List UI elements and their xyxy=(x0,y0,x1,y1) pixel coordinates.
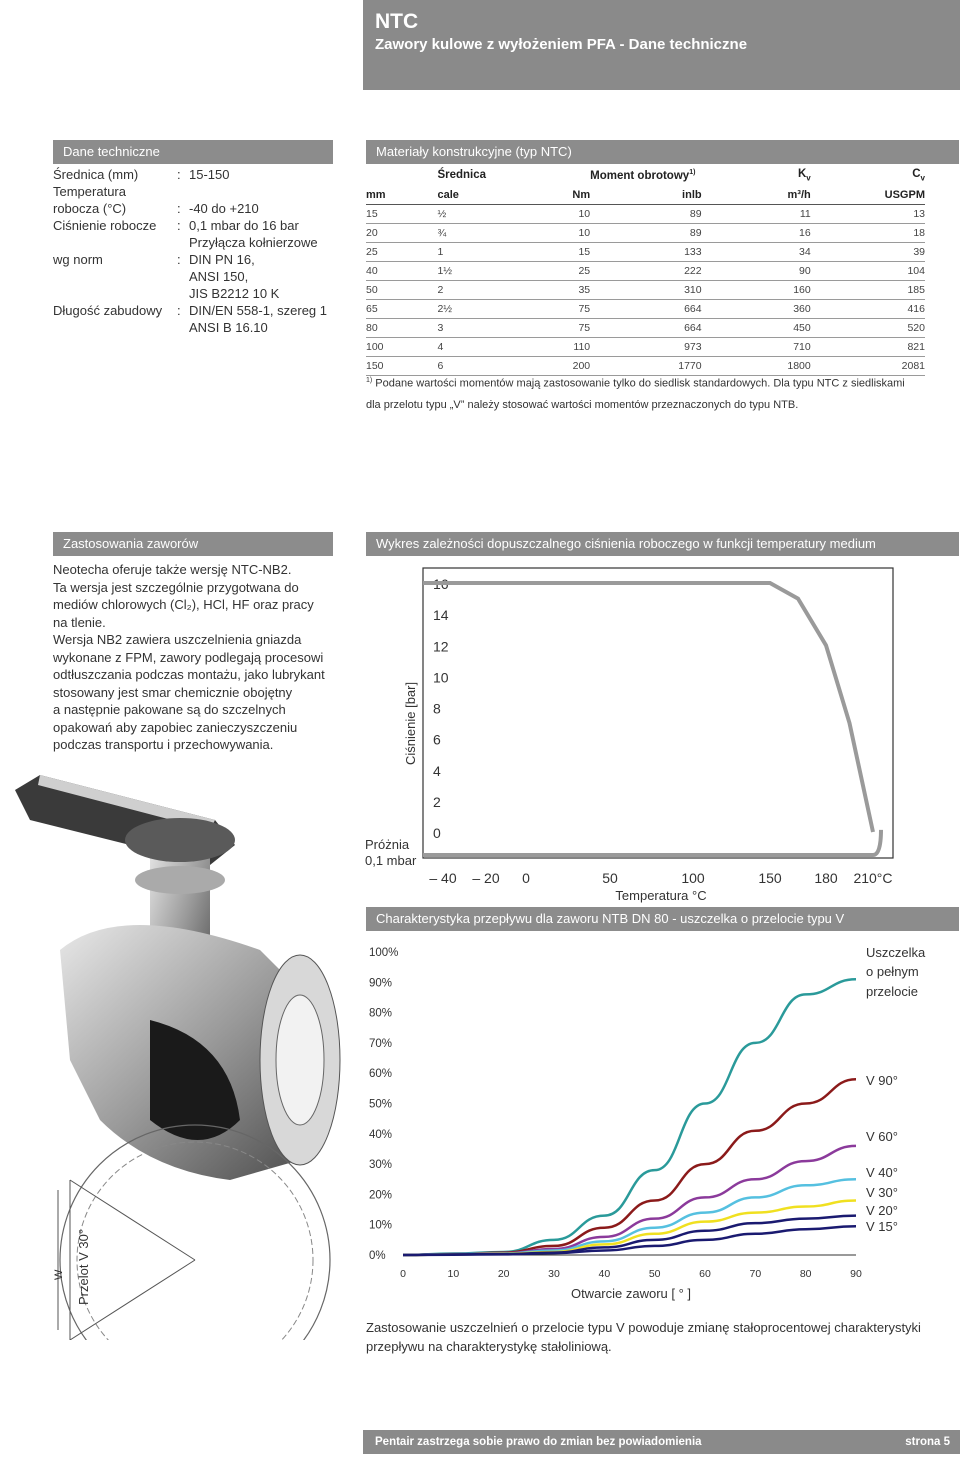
flow-note: Zastosowanie uszczelnień o przelocie typu V powoduje zmianę stałoprocentowej charakterystyki przepływu na charakterystykę stałoliniową. xyxy=(366,1320,921,1354)
pressure-y-tick: 16 xyxy=(433,576,449,592)
table-cell: 133 xyxy=(590,243,701,262)
unit-header-row xyxy=(366,186,925,205)
flow-y-tick: 90% xyxy=(369,977,393,990)
pressure-x-tick: 180 xyxy=(814,870,838,886)
table-cell: 1770 xyxy=(590,357,701,376)
unit-header: mm xyxy=(366,186,437,205)
applications-line: wykonane z FPM, zawory podlegają procesowi xyxy=(53,649,324,665)
table-cell: ¾ xyxy=(437,224,486,243)
flow-y-tick: 100% xyxy=(369,947,399,959)
table-cell: 35 xyxy=(486,281,590,300)
applications-line: Ta wersja jest szczególnie przygotwana do xyxy=(53,579,299,595)
flow-y-tick: 30% xyxy=(369,1159,393,1172)
table-row xyxy=(366,243,925,262)
flow-x-tick: 10 xyxy=(447,1268,460,1280)
table-cell: 39 xyxy=(811,243,925,262)
pressure-y-label: Ciśnienie [bar] xyxy=(403,681,418,765)
applications-line: Neotecha oferuje także wersję NTC-NB2. xyxy=(53,562,292,577)
tech-colon: : xyxy=(177,303,181,318)
table-cell: 1 xyxy=(437,243,486,262)
flow-x-tick: 20 xyxy=(497,1268,510,1280)
unit-header: USGPM xyxy=(811,186,925,205)
table-row xyxy=(366,338,925,357)
table-cell: 2081 xyxy=(811,357,925,376)
flow-y-tick: 40% xyxy=(369,1128,393,1141)
table-cell: 90 xyxy=(702,262,811,281)
table-cell: 360 xyxy=(702,300,811,319)
pressure-x-tick: – 20 xyxy=(472,870,500,886)
page-title: NTC xyxy=(375,10,419,33)
pressure-x-tick: 100 xyxy=(681,870,705,886)
pressure-x-label: Temperatura °C xyxy=(615,888,707,903)
table-row xyxy=(366,224,925,243)
flow-legend-label: V 15° xyxy=(866,1219,898,1234)
table-cell: 11 xyxy=(702,205,811,224)
tech-colon: : xyxy=(177,201,181,216)
table-cell: 34 xyxy=(702,243,811,262)
applications-line: Wersja NB2 zawiera uszczelnienia gniazda xyxy=(53,632,302,647)
applications-heading: Zastosowania zaworów xyxy=(53,532,333,556)
flow-legend-label: V 20° xyxy=(866,1203,898,1218)
pressure-chart-heading: Wykres zależności dopuszczalnego ciśnienia roboczego w funkcji temperatury medium xyxy=(366,532,959,556)
materials-heading: Materiały konstrukcyjne (typ NTC) xyxy=(366,140,959,164)
flow-chart-heading: Charakterystyka przepływu dla zaworu NTB DN 80 - uszczelka o przelocie typu V xyxy=(366,907,959,931)
pressure-plot-frame xyxy=(423,568,893,858)
table-cell: 10 xyxy=(486,224,590,243)
unit-header: inlb xyxy=(590,186,701,205)
page-header xyxy=(363,0,960,90)
flow-legend-label: Uszczelka xyxy=(866,945,926,960)
unit-header: cale xyxy=(437,186,486,205)
tech-colon: : xyxy=(177,167,181,182)
flow-legend-label: przelocie xyxy=(866,984,919,999)
flow-x-tick: 60 xyxy=(699,1268,711,1280)
flow-series-line xyxy=(403,1226,856,1255)
tech-colon: : xyxy=(177,218,181,233)
unit-header: Nm xyxy=(486,186,590,205)
tech-label: Średnica (mm) xyxy=(53,167,139,182)
table-cell: 222 xyxy=(590,262,701,281)
table-row xyxy=(366,319,925,338)
table-cell: 416 xyxy=(811,300,925,319)
page-footer xyxy=(363,1430,960,1454)
table-row xyxy=(366,205,925,224)
flow-y-tick: 10% xyxy=(369,1219,393,1232)
materials-table-wrap xyxy=(366,164,925,376)
table-cell: 973 xyxy=(590,338,701,357)
table-cell: 2½ xyxy=(437,300,486,319)
table-row xyxy=(366,281,925,300)
pressure-y-tick: 6 xyxy=(433,731,441,748)
applications-line: na tlenie. xyxy=(53,614,106,630)
tech-value: DIN/EN 558-1, szereg 1 xyxy=(189,303,328,318)
pressure-y-tick: 12 xyxy=(433,638,449,655)
table-cell: 89 xyxy=(590,205,701,224)
table-cell: 110 xyxy=(486,338,590,357)
pressure-x-tick: 210°C xyxy=(853,870,893,886)
table-cell: 710 xyxy=(702,338,811,357)
tech-label: Ciśnienie robocze xyxy=(53,218,157,233)
pressure-x-tick: 50 xyxy=(602,870,618,886)
flow-y-tick: 60% xyxy=(369,1068,393,1081)
flow-y-tick: 0% xyxy=(369,1250,386,1262)
table-cell: 6 xyxy=(437,357,486,376)
tech-label: Temperatura xyxy=(53,184,126,199)
pressure-y-tick: 10 xyxy=(433,669,449,686)
applications-line: mediów chlorowych (Cl₂), HCl, HF oraz pracy xyxy=(53,597,314,612)
pressure-y-tick: 4 xyxy=(433,762,441,779)
vacuum-label-1: Próżnia xyxy=(365,837,410,852)
flow-legend-label: V 60° xyxy=(866,1129,898,1144)
applications-text xyxy=(53,561,353,754)
table-cell: 80 xyxy=(366,319,437,338)
flow-chart xyxy=(363,935,960,1310)
table-cell: 75 xyxy=(486,300,590,319)
table-cell: 104 xyxy=(811,262,925,281)
table-cell: 10 xyxy=(486,205,590,224)
tech-value: ANSI B 16.10 xyxy=(189,320,268,335)
flow-x-tick: 80 xyxy=(799,1268,812,1280)
table-cell: 310 xyxy=(590,281,701,300)
table-cell: 75 xyxy=(486,319,590,338)
tech-label: robocza (°C) xyxy=(53,201,127,216)
table-cell: 4 xyxy=(437,338,486,357)
pressure-x-tick: 150 xyxy=(758,870,782,886)
table-cell: 89 xyxy=(590,224,701,243)
tech-value: Przyłącza kołnierzowe xyxy=(189,235,318,250)
table-cell: 200 xyxy=(486,357,590,376)
pressure-y-tick: 0 xyxy=(433,825,441,841)
vacuum-limit-line xyxy=(423,830,881,855)
materials-table xyxy=(366,164,925,376)
header-kv: $K_v$ xyxy=(797,167,811,183)
applications-line: odtłuszczania podczas montażu, jako lubrykant xyxy=(53,667,325,682)
flow-y-tick: 20% xyxy=(369,1189,393,1202)
w-label: W xyxy=(53,1269,65,1280)
pressure-y-tick: 14 xyxy=(433,607,449,624)
table-cell: 821 xyxy=(811,338,925,357)
pressure-x-tick: 0 xyxy=(522,870,530,886)
table-cell: 18 xyxy=(811,224,925,243)
tech-value: DIN PN 16, xyxy=(189,252,255,267)
table-row xyxy=(366,262,925,281)
table-cell: 13 xyxy=(811,205,925,224)
pressure-y-tick: 2 xyxy=(433,793,441,810)
pressure-y-tick: 8 xyxy=(433,700,441,717)
table-cell: 15 xyxy=(366,205,437,224)
page-subtitle: Zawory kulowe z wyłożeniem PFA - Dane techniczne xyxy=(375,36,748,53)
header-torque: Moment obrotowy$^{1)}$ xyxy=(590,168,696,182)
pressure-limit-line xyxy=(423,583,873,832)
table-cell: 100 xyxy=(366,338,437,357)
pressure-x-tick: – 40 xyxy=(429,870,457,886)
table-cell: 664 xyxy=(590,319,701,338)
table-cell: 25 xyxy=(366,243,437,262)
table-cell: 160 xyxy=(702,281,811,300)
flow-legend-label: o pełnym xyxy=(866,964,919,979)
flow-x-tick: 30 xyxy=(548,1268,560,1280)
footer-disclaimer: Pentair zastrzega sobie prawo do zmian bez powiadomienia xyxy=(375,1436,702,1448)
tech-value: JIS B2212 10 K xyxy=(189,286,280,301)
flow-legend-label: V 90° xyxy=(866,1073,898,1088)
pressure-chart xyxy=(363,560,960,905)
table-cell: 2 xyxy=(437,281,486,300)
flow-x-tick: 40 xyxy=(598,1268,611,1280)
applications-line: a następnie pakowane są do szczelnych xyxy=(53,702,286,717)
applications-line: podczas transportu i przechowywania. xyxy=(53,737,274,752)
flow-x-tick: 90 xyxy=(850,1268,862,1280)
valve-illustration xyxy=(0,760,362,1340)
flow-y-tick: 50% xyxy=(369,1098,393,1111)
header-diameter: Średnica xyxy=(437,169,487,181)
vacuum-label-2: 0,1 mbar xyxy=(365,853,417,868)
table-row xyxy=(366,300,925,319)
table-cell: 40 xyxy=(366,262,437,281)
table-cell: 65 xyxy=(366,300,437,319)
flow-legend-label: V 40° xyxy=(866,1165,898,1180)
header-cv: $C_v$ xyxy=(912,167,925,183)
tech-data xyxy=(53,167,353,347)
tech-label: Długość zabudowy xyxy=(53,303,163,318)
table-cell: 520 xyxy=(811,319,925,338)
tech-value: ANSI 150, xyxy=(189,269,249,284)
table-cell: 3 xyxy=(437,319,486,338)
flow-legend-label: V 30° xyxy=(866,1185,898,1200)
applications-line: stosowany jest smar chemicznie obojętny xyxy=(53,684,293,700)
tech-value: 0,1 mbar do 16 bar xyxy=(189,218,299,233)
footer-page-number: strona 5 xyxy=(905,1436,950,1448)
tech-colon: : xyxy=(177,252,181,267)
unit-header: m³/h xyxy=(702,186,811,205)
table-cell: 1800 xyxy=(702,357,811,376)
table-cell: 150 xyxy=(366,357,437,376)
flow-x-tick: 0 xyxy=(400,1268,406,1280)
flow-x-tick: 50 xyxy=(648,1268,661,1280)
table-cell: 15 xyxy=(486,243,590,262)
table-cell: 664 xyxy=(590,300,701,319)
materials-footnote: $^{1)}$ Podane wartości momentów mają zastosowanie tylko do siedlisk standardowych. Dla typu NTC z siedliskami dla przelotu typu „V” należy stosować wartości momentów przeznaczonych do typu NTB. xyxy=(366,377,905,411)
table-cell: 16 xyxy=(702,224,811,243)
tech-value: -40 do +210 xyxy=(189,201,259,216)
table-cell: 450 xyxy=(702,319,811,338)
flow-x-tick: 70 xyxy=(749,1268,762,1280)
flow-y-tick: 80% xyxy=(369,1007,393,1020)
table-cell: 50 xyxy=(366,281,437,300)
tech-value: 15-150 xyxy=(189,167,230,182)
table-cell: 25 xyxy=(486,262,590,281)
table-cell: 20 xyxy=(366,224,437,243)
flow-y-tick: 70% xyxy=(369,1037,393,1050)
table-cell: 185 xyxy=(811,281,925,300)
tech-heading: Dane techniczne xyxy=(53,140,333,164)
tech-label: wg norm xyxy=(53,252,103,267)
table-cell: ½ xyxy=(437,205,486,224)
table-cell: 1½ xyxy=(437,262,486,281)
applications-line: opakowań aby zapobiec zanieczyszczeniu xyxy=(53,719,298,735)
flow-x-label: Otwarcie zaworu [ ° ] xyxy=(570,1286,692,1301)
v-port-label: Przelot V 30° xyxy=(76,1228,91,1305)
